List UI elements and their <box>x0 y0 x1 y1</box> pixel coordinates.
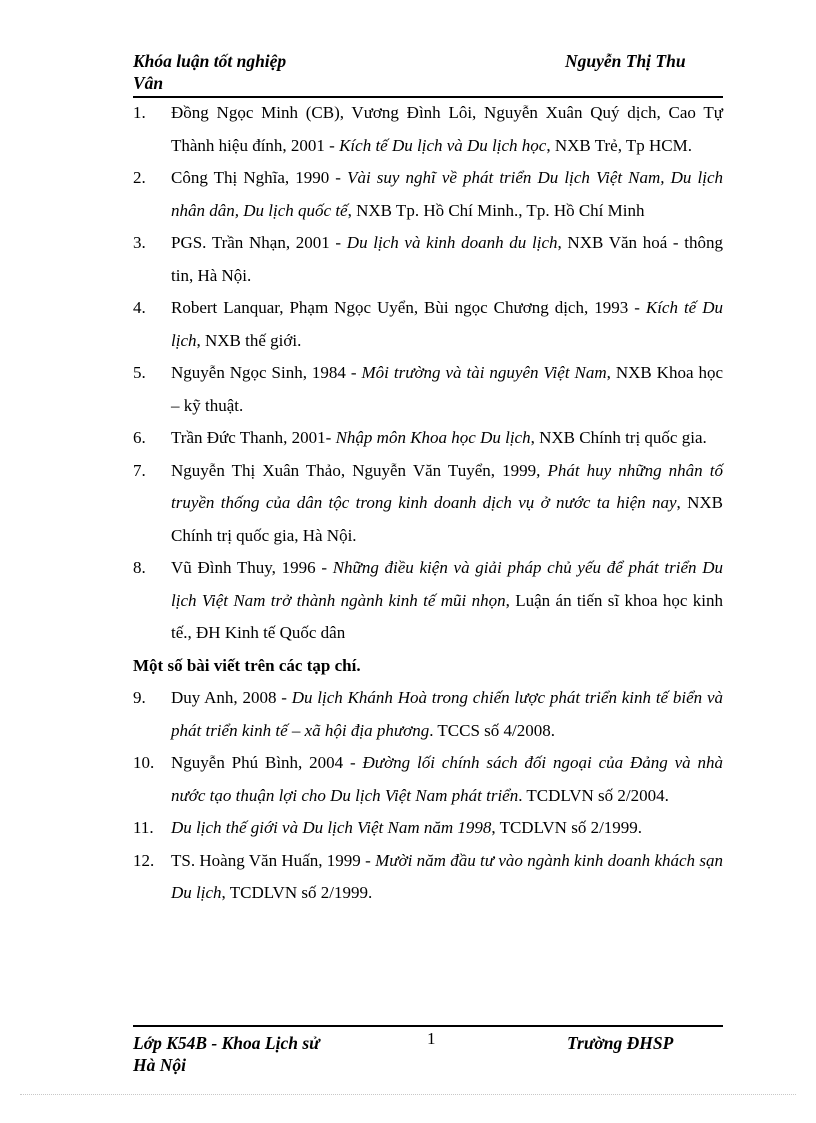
reference-publisher: , NXB Chính trị quốc gia. <box>530 428 707 447</box>
page-footer <box>133 1030 723 1078</box>
article-source: . TCCS số 4/2008. <box>429 720 556 740</box>
reference-title: Kích tế Du lịch <box>171 298 724 350</box>
reference-publisher: , NXB Khoa học – kỹ thuật. <box>171 363 723 415</box>
article-authors: Nguyễn Phú Bình, 2004 - <box>171 753 363 772</box>
reference-authors: Trần Đức Thanh, 2001- <box>171 428 336 447</box>
header-author-name: Nguyễn Thị Thu <box>565 51 686 71</box>
reference-item-5 <box>133 357 723 422</box>
reference-title: Du lịch và kinh doanh du lịch <box>346 233 558 252</box>
reference-publisher: , NXB thế giới. <box>196 330 302 350</box>
reference-title: Môi trường và tài nguyên Việt Nam <box>361 363 607 382</box>
reference-item-7 <box>133 455 723 553</box>
reference-number: 7. <box>133 460 146 480</box>
header-thesis-label: Khóa luận tốt nghiệp <box>133 51 287 71</box>
article-source: , TCDLVN số 2/1999. <box>491 818 643 837</box>
reference-authors: Robert Lanquar, Phạm Ngọc Uyển, Bùi ngọc Chương dịch, 1993 - <box>171 298 646 317</box>
reference-publisher: , Luận án tiến sĩ khoa học kinh tế., ĐH Kinh tế Quốc dân <box>171 590 723 642</box>
article-number: 10. <box>133 753 155 772</box>
article-authors: Duy Anh, 2008 - <box>171 688 292 707</box>
header-author-name-continued: Vân <box>133 73 164 93</box>
reference-number: 6. <box>133 428 146 447</box>
article-number: 12. <box>133 850 155 870</box>
reference-number: 1. <box>133 103 146 122</box>
reference-publisher: , NXB Tp. Hồ Chí Minh., Tp. Hồ Chí Minh <box>347 200 645 220</box>
reference-publisher: , NXB Văn hoá - thông tin, Hà Nội. <box>171 233 723 285</box>
section-title: Một số bài viết trên các tạp chí. <box>133 655 361 675</box>
article-authors: TS. Hoàng Văn Huấn, 1999 - <box>171 850 376 870</box>
reference-number: 3. <box>133 233 146 252</box>
reference-item-8 <box>133 552 723 650</box>
reference-number: 2. <box>133 168 146 187</box>
reference-authors: Vũ Đình Thuy, 1996 - <box>171 558 333 577</box>
reference-title: Vài suy nghĩ về phát triển Du lịch Việt Nam, Du lịch nhân dân, Du lịch quốc tế <box>171 168 723 220</box>
reference-title: Kích tế Du lịch và Du lịch học <box>339 135 547 155</box>
reference-authors: PGS. Trần Nhạn, 2001 - <box>171 233 347 252</box>
reference-title: Nhập môn Khoa học Du lịch <box>335 428 531 447</box>
footer-divider <box>133 1025 723 1027</box>
reference-authors: Công Thị Nghĩa, 1990 - <box>171 168 348 187</box>
footer-university: Trường ĐHSP <box>567 1033 674 1053</box>
reference-item-6 <box>133 422 723 455</box>
reference-item-4 <box>133 292 723 357</box>
reference-title: Những điều kiện và giải pháp chủ yếu để phát triển Du lịch Việt Nam trở thành ngành kinh tế mũi nhọn <box>171 558 723 610</box>
reference-title: Phát huy những nhân tố truyền thống của dân tộc trong kinh doanh dịch vụ ở nước ta hiện nay <box>171 460 723 512</box>
reference-item-1 <box>133 97 723 162</box>
reference-authors: Đồng Ngọc Minh (CB), Vương Đình Lôi, Nguyễn Xuân Quý dịch, Cao Tự Thành hiệu đính, 2001 - <box>171 103 723 155</box>
footer-class-label: Lớp K54B - Khoa Lịch sử <box>133 1033 320 1053</box>
reference-item-2 <box>133 162 723 227</box>
article-title: Đường lối chính sách đối ngoại của Đảng và nhà nước tạo thuận lợi cho Du lịch Việt Nam phát triển <box>171 753 724 805</box>
reference-item-3 <box>133 227 723 292</box>
article-source: . TCDLVN số 2/2004. <box>518 785 669 805</box>
page-header <box>133 50 723 98</box>
article-item-10 <box>133 747 723 812</box>
article-title: Mười năm đầu tư vào ngành kinh doanh khách sạn Du lịch <box>171 850 723 902</box>
reference-authors: Nguyễn Thị Xuân Thảo, Nguyễn Văn Tuyển, 1999, <box>171 460 548 480</box>
article-number: 9. <box>133 688 146 707</box>
article-item-9 <box>133 682 723 747</box>
footer-city: Hà Nội <box>133 1055 186 1075</box>
page-number: 1 <box>427 1029 436 1048</box>
article-number: 11. <box>133 818 154 837</box>
reference-number: 5. <box>133 363 146 382</box>
reference-authors: Nguyễn Ngọc Sinh, 1984 - <box>171 363 362 382</box>
article-item-12 <box>133 845 723 910</box>
article-item-11 <box>133 812 723 845</box>
reference-publisher: , NXB Trẻ, Tp HCM. <box>546 135 692 155</box>
article-title: Du lịch thế giới và Du lịch Việt Nam năm 1998 <box>171 818 492 837</box>
article-title: Du lịch Khánh Hoà trong chiến lược phát triển kinh tế biển và phát triển kinh tế – xã hội địa phương <box>171 688 723 740</box>
reference-number: 4. <box>133 298 146 317</box>
article-source: , TCDLVN số 2/1999. <box>221 883 373 902</box>
page-bottom-dotted-line <box>20 1094 796 1095</box>
reference-number: 8. <box>133 558 146 577</box>
reference-publisher: , NXB Chính trị quốc gia, Hà Nội. <box>171 493 723 545</box>
reference-list <box>133 97 723 910</box>
